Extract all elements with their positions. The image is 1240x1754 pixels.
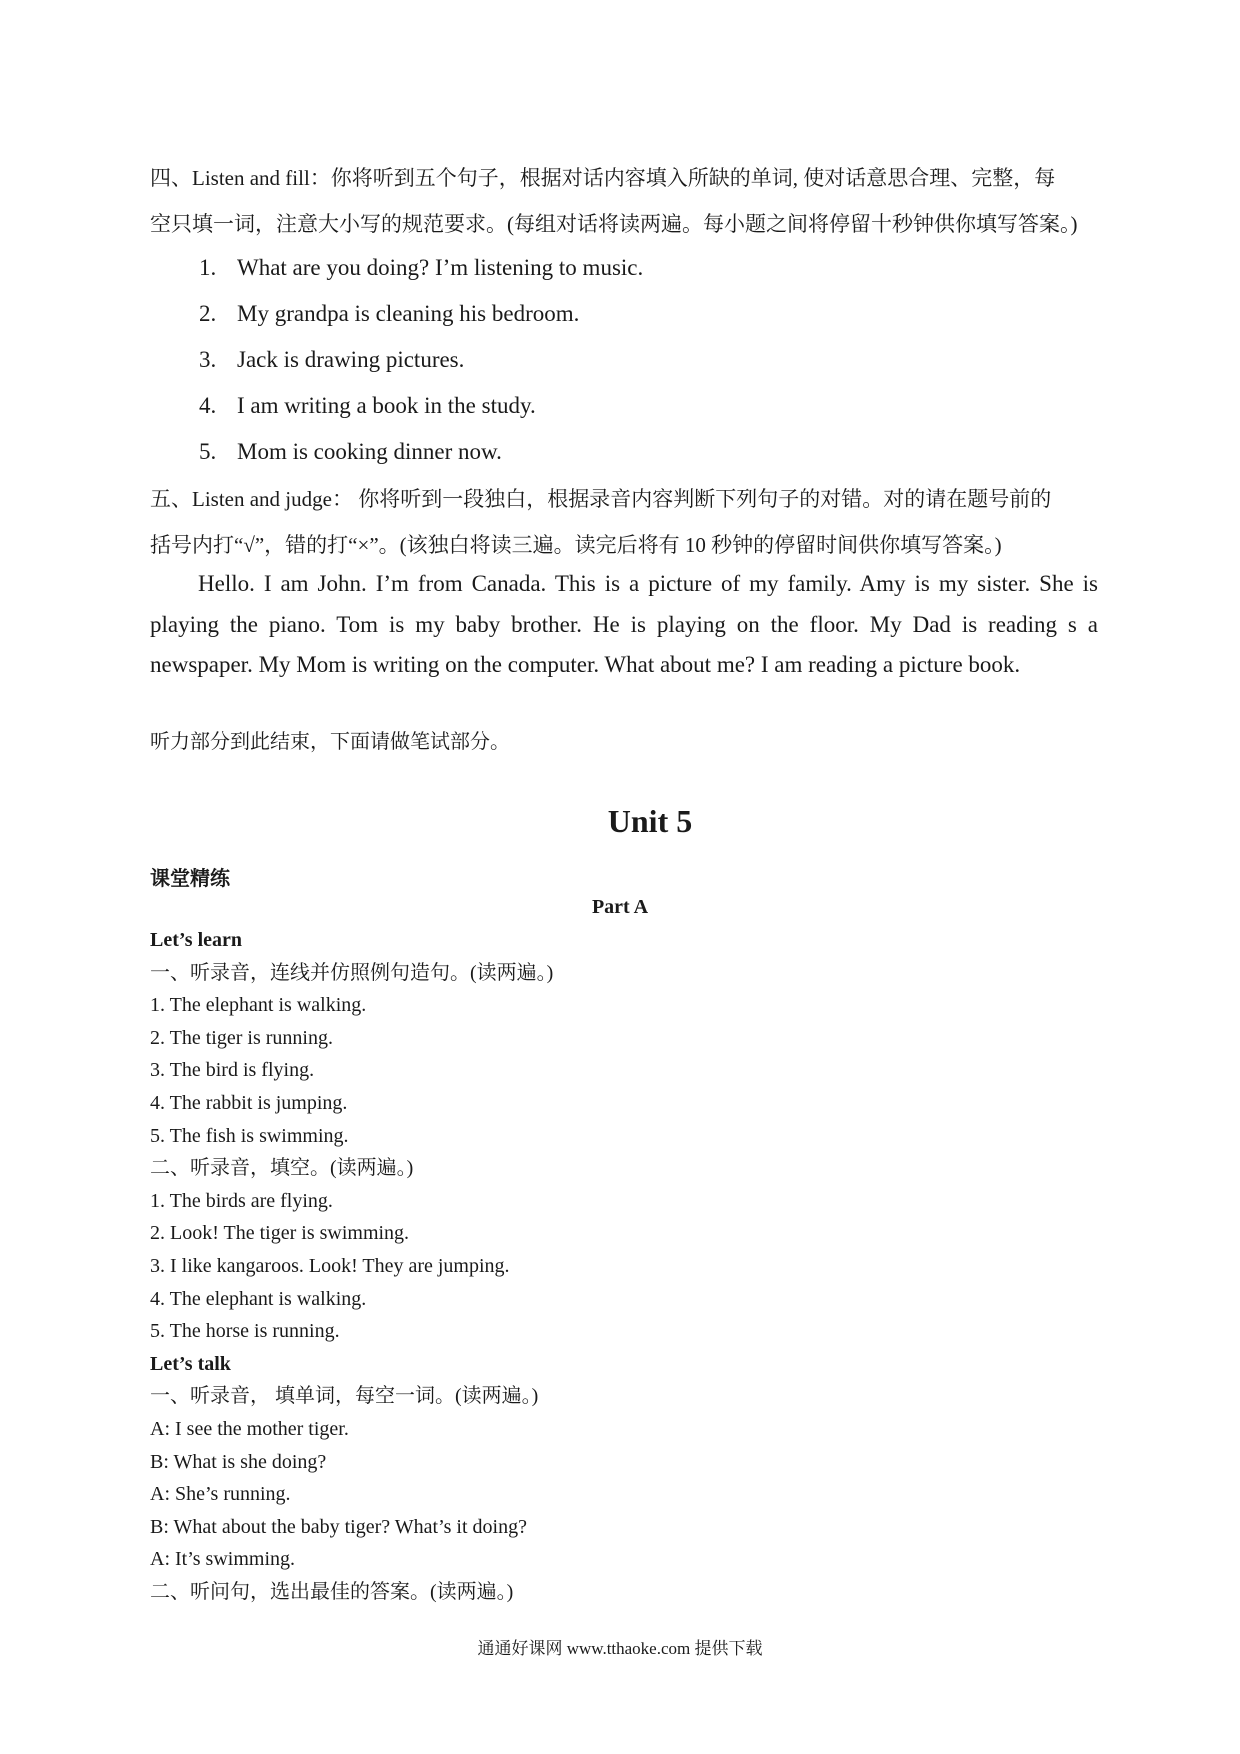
section5-passage: Hello. I am John. I’m from Canada. This is a picture of my family. Amy is my sister. She is playing the piano. Tom is my baby brother. He is playing on the floor. My Dad is reading s a newspaper. My Mom is writing on the computer. What about me? I am reading a picture book.	[150, 571, 1098, 677]
learn-ex2-instruction: 二、听录音，填空。(读两遍。)	[150, 1157, 414, 1180]
list-item: 3. Jack is drawing pictures.	[199, 347, 465, 372]
dialogue-line: A: It’s swimming.	[150, 1548, 296, 1571]
lets-learn-heading: Let’s learn	[150, 929, 243, 951]
page-footer: 通通好课网 www.tthaoke.com 提供下载	[477, 1639, 763, 1658]
list-item: 1. What are you doing? I’m listening to music.	[199, 255, 644, 280]
list-item: 4. The elephant is walking.	[150, 1287, 367, 1310]
exercise-list	[150, 924, 553, 1608]
list-item: 2. Look! The tiger is swimming.	[150, 1222, 410, 1245]
learn-ex1-instruction: 一、听录音，连线并仿照例句造句。(读两遍。)	[150, 961, 554, 984]
lets-talk-heading: Let’s talk	[150, 1352, 231, 1375]
list-item: 4. The rabbit is jumping.	[150, 1091, 348, 1114]
list-item: 3. I like kangaroos. Look! They are jumping.	[150, 1254, 510, 1277]
list-item: 1. The birds are flying.	[150, 1189, 333, 1212]
section5-instruction-line2: 括号内打“√”，错的打“×”。(该独白将读三遍。读完后将有 10 秒钟的停留时间供你填写答案。)	[150, 533, 1002, 557]
unit-title: Unit 5	[607, 803, 693, 839]
listening-end-note: 听力部分到此结束，下面请做笔试部分。	[150, 731, 510, 753]
section4-instruction-line1: 四、Listen and fill：你将听到五个句子，根据对话内容填入所缺的单词, 使对话意思合理、完整，每	[150, 166, 1056, 190]
part-heading: Part A	[591, 896, 649, 918]
list-item: 5. The horse is running.	[150, 1320, 340, 1343]
dialogue-line: A: She’s running.	[150, 1483, 291, 1506]
section4-instruction	[150, 155, 1077, 247]
list-item: 3. The bird is flying.	[150, 1059, 315, 1082]
list-item: 5. Mom is cooking dinner now.	[199, 439, 502, 464]
section4-list	[199, 245, 643, 475]
talk-ex1-instruction: 一、听录音， 填单词，每空一词。(读两遍。)	[150, 1385, 539, 1408]
dialogue-line: B: What about the baby tiger? What’s it doing?	[150, 1515, 527, 1538]
section5-instruction	[150, 476, 1051, 568]
list-item: 2. My grandpa is cleaning his bedroom.	[199, 301, 580, 326]
talk-ex2-instruction: 二、听问句，选出最佳的答案。(读两遍。)	[150, 1580, 514, 1603]
dialogue-line: A: I see the mother tiger.	[150, 1417, 349, 1440]
section4-instruction-line2: 空只填一词，注意大小写的规范要求。(每组对话将读两遍。每小题之间将停留十秒钟供你填写答案。)	[150, 212, 1078, 236]
section5-instruction-line1: 五、Listen and judge： 你将听到一段独白，根据录音内容判断下列句子的对错。对的请在题号前的	[150, 487, 1052, 511]
list-item: 2. The tiger is running.	[150, 1026, 333, 1049]
list-item: 1. The elephant is walking.	[150, 994, 367, 1017]
section-heading: 课堂精练	[150, 868, 230, 890]
list-item: 5. The fish is swimming.	[150, 1124, 349, 1147]
dialogue-line: B: What is she doing?	[150, 1450, 327, 1473]
list-item: 4. I am writing a book in the study.	[199, 393, 536, 418]
